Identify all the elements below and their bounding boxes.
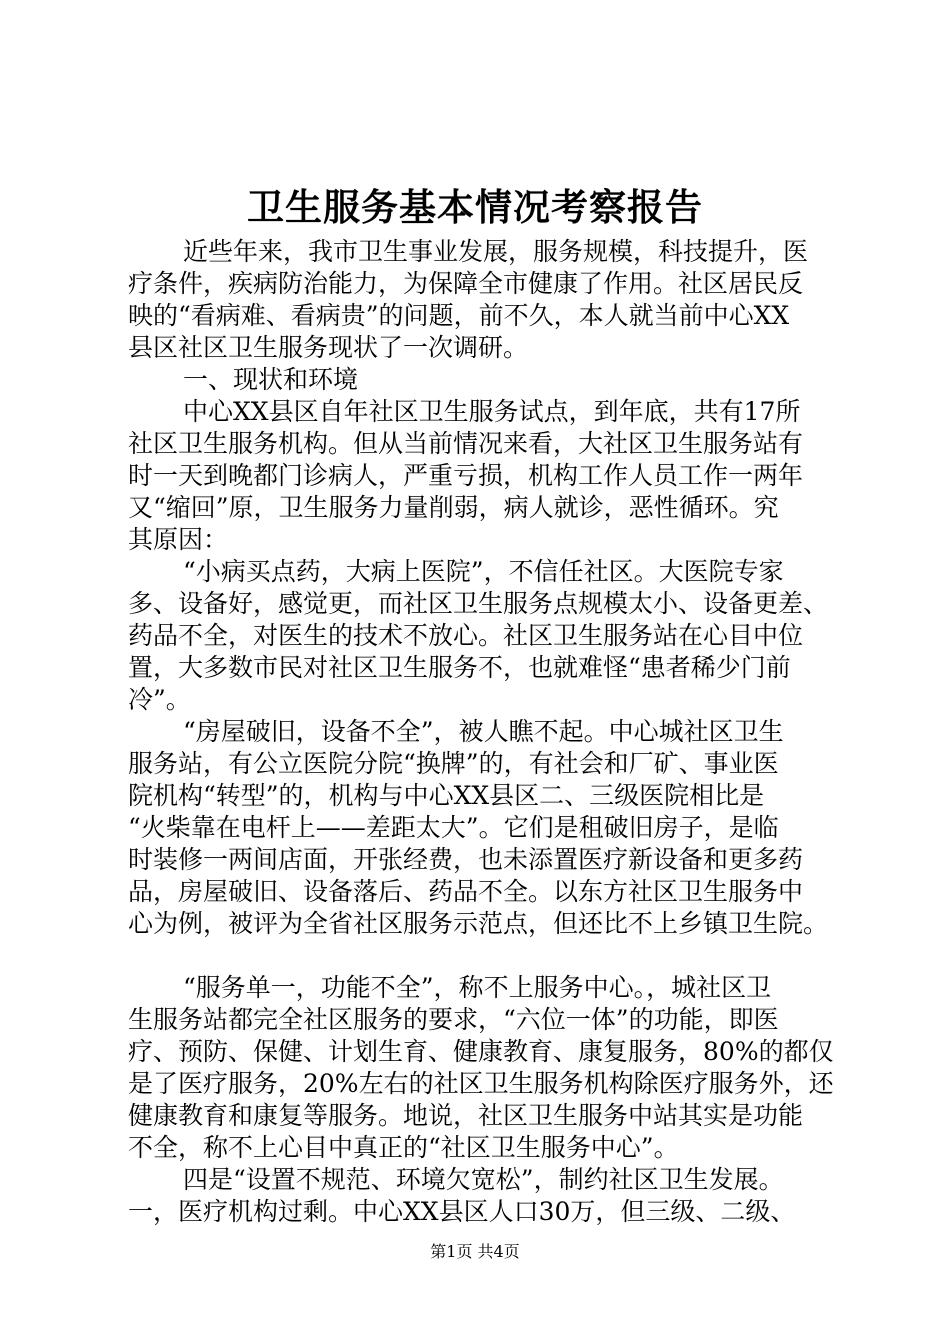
text-line: 一，医疗机构过剩。中心XX县区人口30万，但三级、二级、 [128, 1197, 796, 1226]
text-line: 不全，称不上心目中真正的“社区卫生服务中心”。 [128, 1133, 679, 1162]
text-line: 院机构“转型”的，机构与中心XX县区二、三级医院相比是 [128, 781, 765, 810]
text-line: 心为例，被评为全省社区服务示范点，但还比不上乡镇卫生院。 [128, 909, 829, 938]
text-line: 健康教育和康复等服务。地说，社区卫生服务中站其实是功能 [128, 1101, 804, 1130]
text-line: “火柴靠在电杆上——差距太大”。它们是租破旧房子，是临 [128, 813, 779, 842]
page-title: 卫生服务基本情况考察报告 [247, 186, 703, 229]
text-line: 品，房屋破旧、设备落后、药品不全。以东方社区卫生服务中 [128, 877, 804, 906]
text-line: 映的“看病难、看病贵”的问题，前不久，本人就当前中心XX [128, 301, 790, 330]
text-line: 又“缩回”原，卫生服务力量削弱，病人就诊，恶性循环。究 [128, 493, 779, 522]
text-line: 多、设备好，感觉更，而社区卫生服务点规模太小、设备更差、 [128, 589, 829, 618]
text-line: 其原因： [128, 525, 229, 554]
text-line: 置，大多数市民对社区卫生服务不，也就难怪“患者稀少门前 [128, 653, 791, 682]
text-line: 时装修一两间店面，开张经费，也未添置医疗新设备和更多药 [128, 845, 804, 874]
text-line: 四是“设置不规范、环境欠宽松”，制约社区卫生发展。 [183, 1165, 784, 1194]
text-line: 近些年来，我市卫生事业发展，服务规模，科技提升，医 [183, 237, 809, 266]
text-line: 中心XX县区自年社区卫生服务试点，到年底，共有17所 [183, 397, 801, 426]
text-line: 冷”。 [128, 685, 191, 714]
body-text [128, 236, 858, 1228]
text-line: 服务站，有公立医院分院“换牌”的，有社会和厂矿、事业医 [128, 749, 779, 778]
text-line [128, 940, 858, 972]
text-line: 一、现状和环境 [183, 365, 359, 394]
text-line: 药品不全，对医生的技术不放心。社区卫生服务站在心目中位 [128, 621, 804, 650]
text-line: 是了医疗服务，20%左右的社区卫生服务机构除医疗服务外，还 [128, 1069, 834, 1098]
text-line: 生服务站都完全社区服务的要求，“六位一体”的功能，即医 [128, 1005, 779, 1034]
page-footer: 第1页 共4页 [430, 1242, 520, 1261]
text-line: “房屋破旧，设备不全”，被人瞧不起。中心城社区卫生 [183, 717, 784, 746]
text-line: 疗、预防、保健、计划生育、健康教育、康复服务，80%的都仅 [128, 1037, 834, 1066]
text-line: “小病买点药，大病上医院”，不信任社区。大医院专家 [183, 557, 784, 586]
text-line: 疗条件，疾病防治能力，为保障全市健康了作用。社区居民反 [128, 269, 804, 298]
text-line: 社区卫生服务机构。但从当前情况来看，大社区卫生服务站有 [128, 429, 804, 458]
text-line: 时一天到晚都门诊病人，严重亏损，机构工作人员工作一两年 [128, 461, 804, 490]
text-line: 县区社区卫生服务现状了一次调研。 [128, 333, 529, 362]
text-line: “服务单一，功能不全”，称不上服务中心。，城社区卫 [183, 973, 772, 1002]
